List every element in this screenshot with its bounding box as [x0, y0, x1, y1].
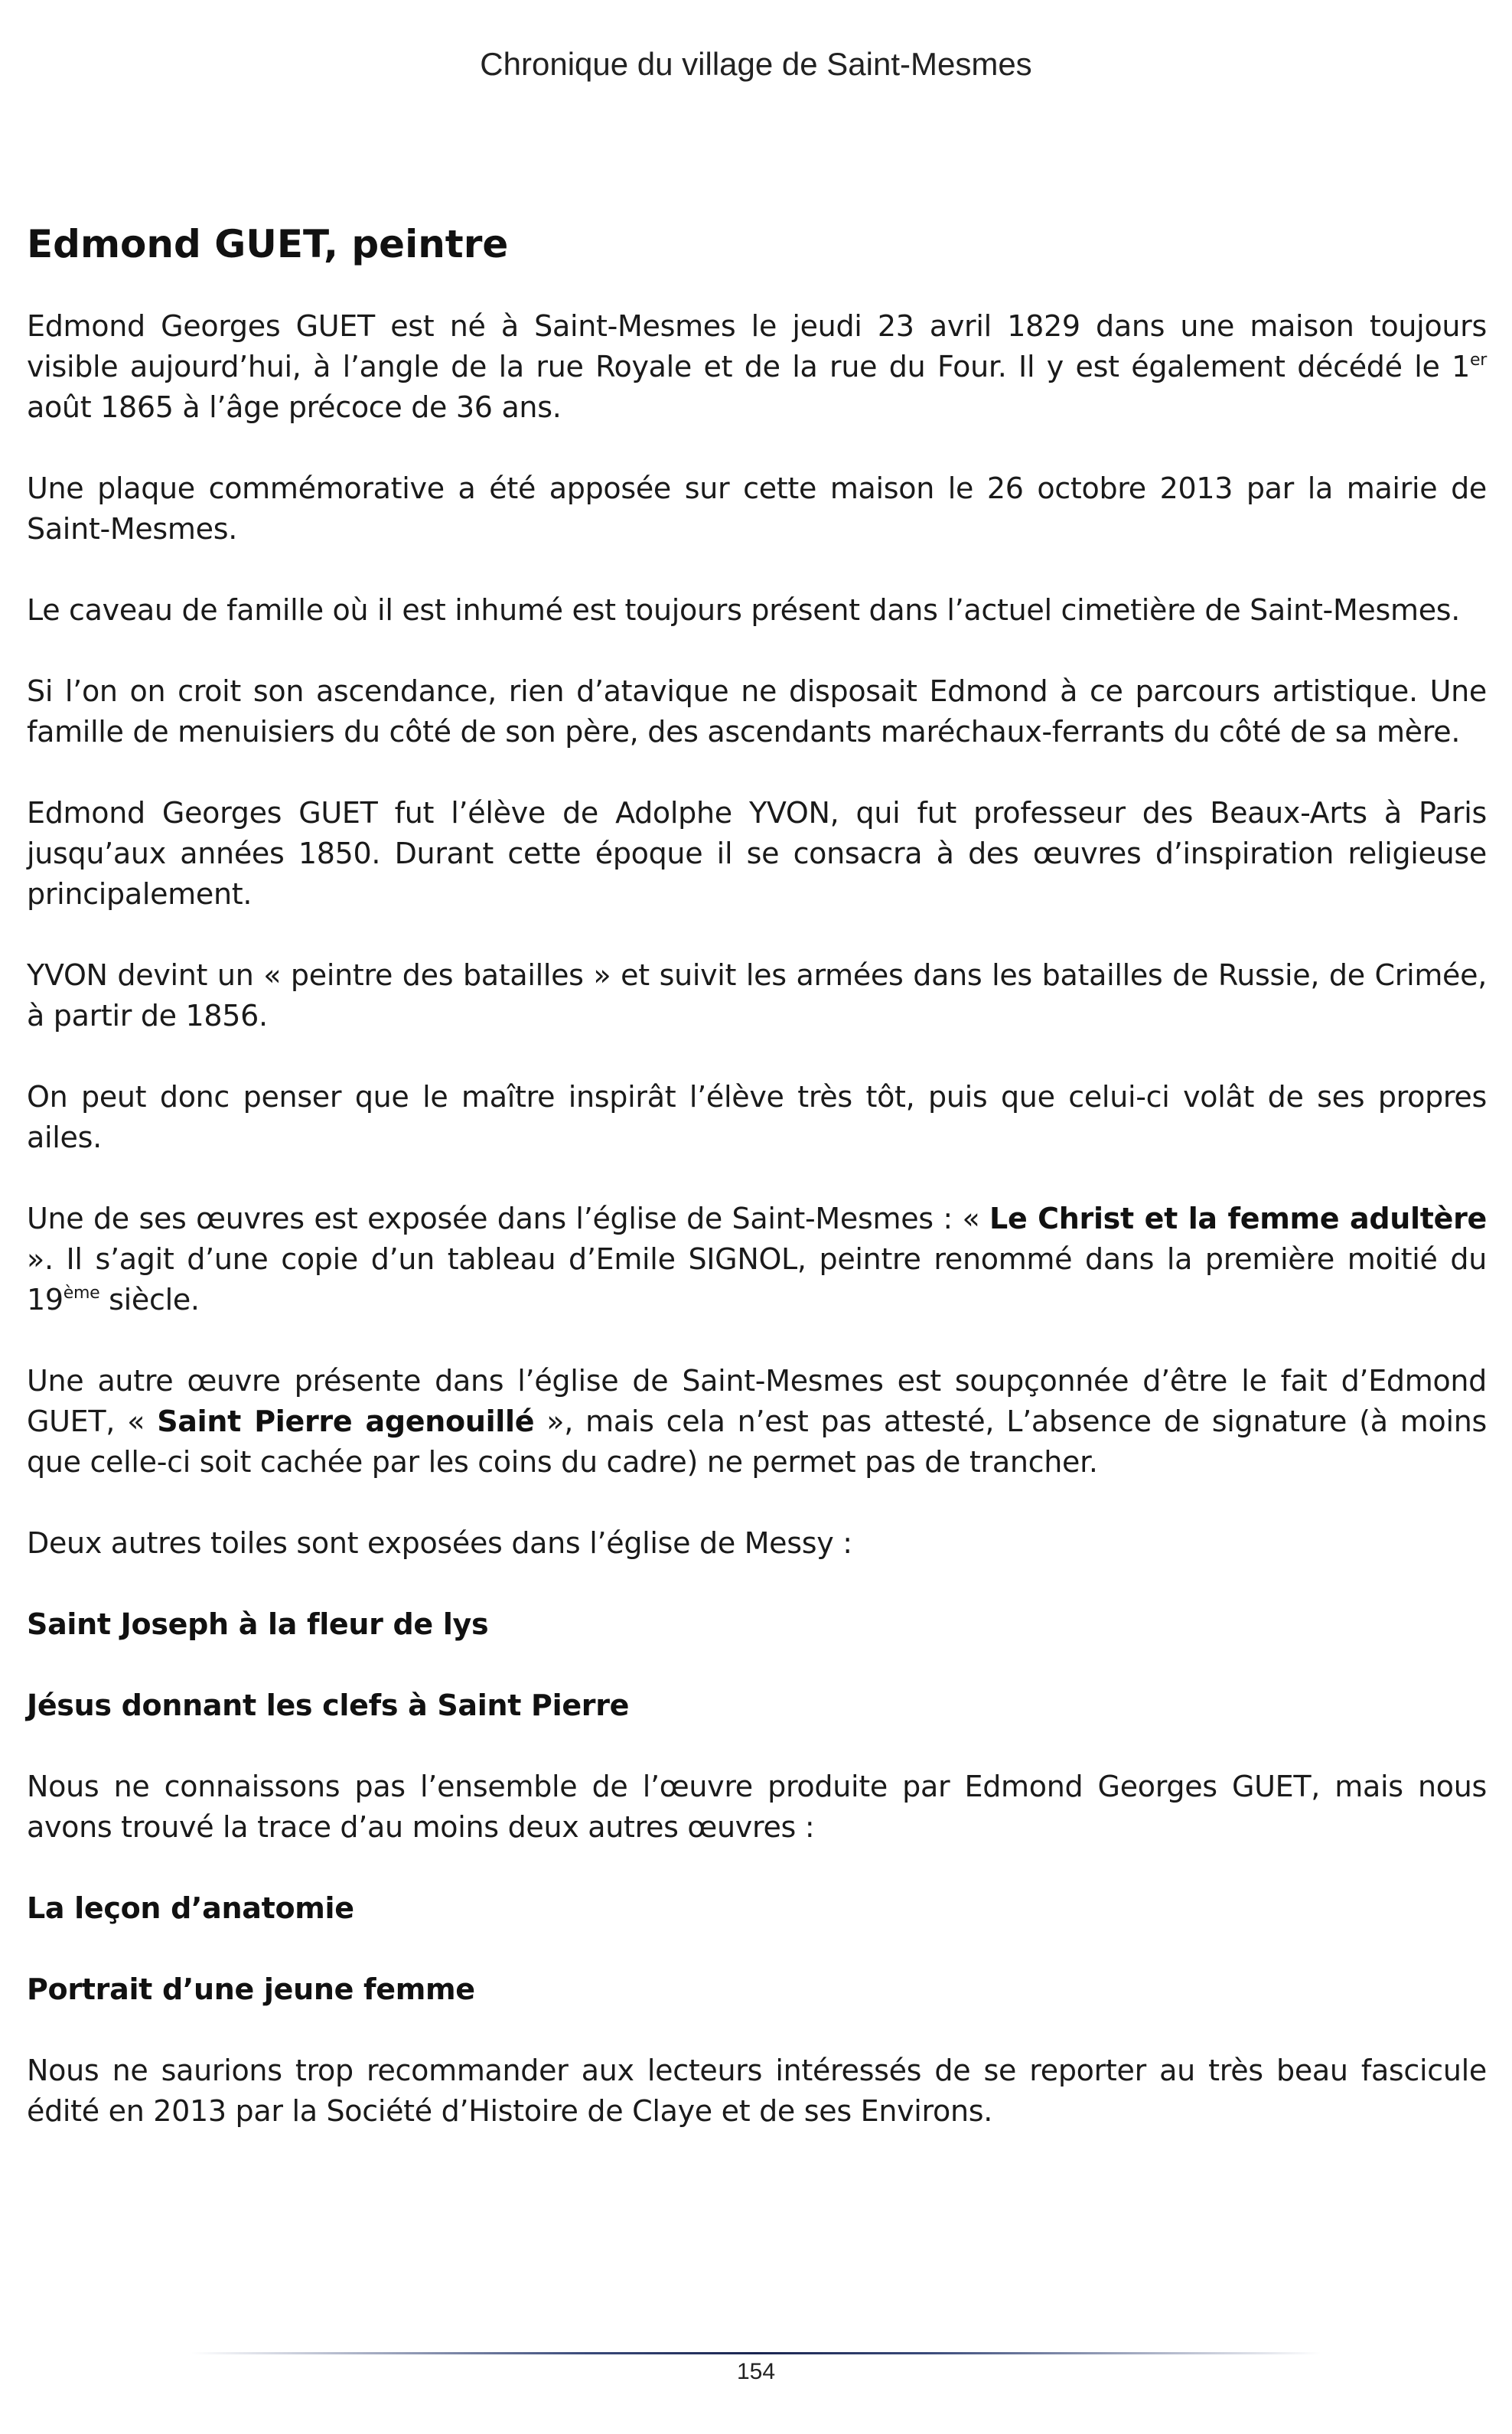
paragraph-grave: Le caveau de famille où il est inhumé est toujours présent dans l’actuel cimetière de Saint-Mesmes. [27, 593, 1461, 627]
paragraph-messy: Deux autres toiles sont exposées dans l’église de Messy : [27, 1526, 852, 1560]
superscript: er [1470, 351, 1487, 370]
paragraph-master: On peut donc penser que le maître inspirât l’élève très tôt, puis que celui-ci volât de ses propres ailes. [27, 1080, 1487, 1154]
paragraph-birth [27, 306, 1487, 428]
paragraph-other-works: Nous ne connaissons pas l’ensemble de l’œuvre produite par Edmond Georges GUET, mais nous avons trouvé la trace d’au moins deux autres œuvres : [27, 1770, 1487, 1844]
paragraph-text: Une de ses œuvres est exposée dans l’église de Saint-Mesmes : « [27, 1202, 990, 1235]
paragraph-text: Une autre œuvre présente dans l’église de Saint-Mesmes est soupçonnée d’être le fait d’Edmond GUET, « [27, 1364, 1487, 1438]
article-body [27, 222, 1487, 2172]
paragraph-text: », mais cela n’est pas attesté, L’absence de signature (à moins que celle-ci soit cachée par les coins du cadre) ne permet pas de trancher. [27, 1405, 1487, 1479]
paragraph-text: août 1865 à l’âge précoce de 36 ans. [27, 390, 562, 424]
paragraph-teacher: Edmond Georges GUET fut l’élève de Adolphe YVON, qui fut professeur des Beaux-Arts à Paris jusqu’aux années 1850. Durant cette époque il se consacra à des œuvres d’inspiration religieuse principalement. [27, 796, 1487, 911]
paragraph-text: Edmond Georges GUET est né à Saint-Mesmes le jeudi 23 avril 1829 dans une maison toujours visible aujourd’hui, à l’angle de la rue Royale et de la rue du Four. Il y est également décédé le 1 [27, 309, 1487, 383]
superscript: ème [63, 1284, 100, 1303]
running-header: Chronique du village de Saint-Mesmes [480, 46, 1032, 82]
paragraph-text: siècle. [99, 1283, 200, 1317]
paragraph-ancestry: Si l’on on croit son ascendance, rien d’atavique ne disposait Edmond à ce parcours artistique. Une famille de menuisiers du côté de son père, des ascendants maréchaux-ferrants du côté de sa mère. [27, 674, 1487, 749]
work-title-anatomie: La leçon d’anatomie [27, 1891, 354, 1925]
footer-divider [191, 2352, 1321, 2354]
paragraph-yvon: YVON devint un « peintre des batailles » et suivit les armées dans les batailles de Russie, de Crimée, à partir de 1856. [27, 958, 1487, 1033]
work-title-saint-joseph: Saint Joseph à la fleur de lys [27, 1607, 489, 1641]
work-title-jesus-clefs: Jésus donnant les clefs à Saint Pierre [27, 1688, 630, 1722]
work-title-portrait: Portrait d’une jeune femme [27, 1972, 475, 2006]
page-number: 154 [736, 2359, 776, 2384]
paragraph-plaque: Une plaque commémorative a été apposée sur cette maison le 26 octobre 2013 par la mairie de Saint-Mesmes. [27, 471, 1487, 546]
paragraph-recommendation: Nous ne saurions trop recommander aux lecteurs intéressés de se reporter au très beau fascicule édité en 2013 par la Société d’Histoire de Claye et de ses Environs. [27, 2054, 1487, 2128]
work-title-saint-pierre: Saint Pierre agenouillé [157, 1405, 535, 1438]
article-title: Edmond GUET, peintre [27, 222, 509, 266]
work-title-christ: Le Christ et la femme adultère [989, 1202, 1487, 1235]
paragraph-saint-pierre [27, 1361, 1487, 1483]
paragraph-christ-work [27, 1199, 1487, 1320]
paragraph-text: ». Il s’agit d’une copie d’un tableau d’Emile SIGNOL, peintre renommé dans la première moitié du 19 [27, 1242, 1487, 1317]
